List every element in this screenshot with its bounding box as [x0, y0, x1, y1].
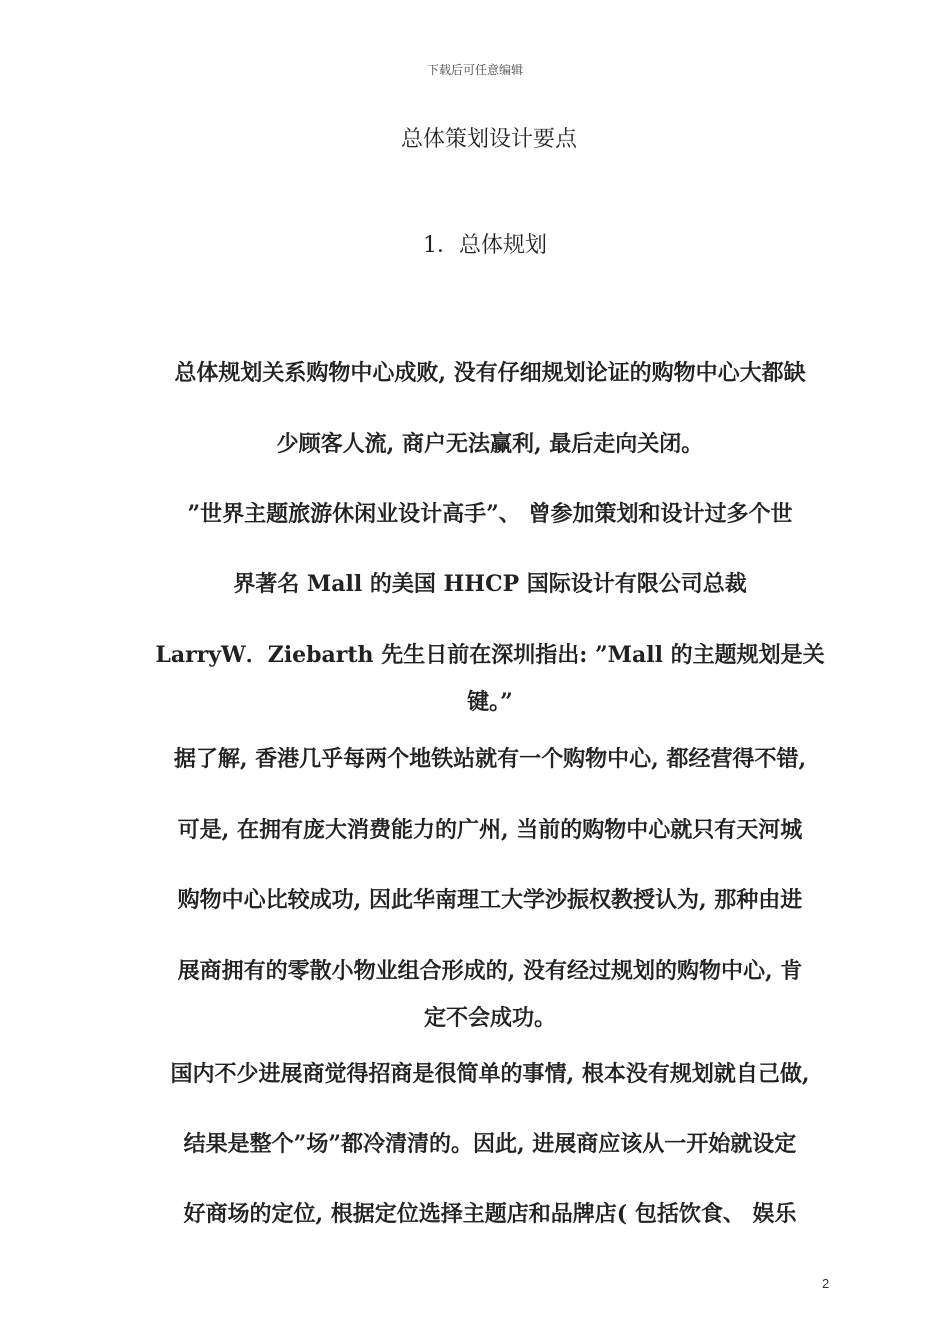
- document-title: 总体策划设计要点: [400, 127, 577, 152]
- body-line: 界著名 Mall 的美国 HHCP 国际设计有限公司总裁: [233, 571, 747, 597]
- body-line: 结果是整个”场”都冷清清的。因此, 进展商应该从一开始就设定: [183, 1131, 797, 1157]
- body-line: 定不会成功。: [423, 1005, 556, 1031]
- body-line: 据了解, 香港几乎每两个地铁站就有一个购物中心, 都经营得不错,: [173, 746, 807, 772]
- body-line: 国内不少进展商觉得招商是很简单的事情, 根本没有规划就自己做,: [170, 1061, 810, 1087]
- body-line: LarryW．Ziebarth 先生日前在深圳指出: ”Mall 的主题规划是关: [155, 642, 825, 668]
- body-line: 键。”: [467, 689, 513, 715]
- body-line: 少顾客人流, 商户无法赢利, 最后走向关闭。: [276, 431, 704, 457]
- page-number: 2: [822, 1276, 830, 1291]
- section-number: 1．: [422, 233, 459, 258]
- body-line: 总体规划关系购物中心成败, 没有仔细规划论证的购物中心大都缺: [174, 360, 806, 386]
- section-heading: [0, 228, 950, 259]
- body-line: 可是, 在拥有庞大消费能力的广州, 当前的购物中心就只有天河城: [177, 817, 803, 843]
- body-line: ”世界主题旅游休闲业设计高手”、 曾参加策划和设计过多个世: [187, 501, 793, 527]
- body-line: 购物中心比较成功, 因此华南理工大学沙振权教授认为, 那种由进: [177, 887, 803, 913]
- body-line: 好商场的定位, 根据定位选择主题店和品牌店( 包括饮食、 娱乐: [183, 1201, 797, 1227]
- page-header: 下载后可任意编辑: [426, 63, 523, 77]
- body-line: 展商拥有的零散小物业组合形成的, 没有经过规划的购物中心, 肯: [177, 958, 803, 984]
- section-heading-text: 总体规划: [458, 233, 547, 258]
